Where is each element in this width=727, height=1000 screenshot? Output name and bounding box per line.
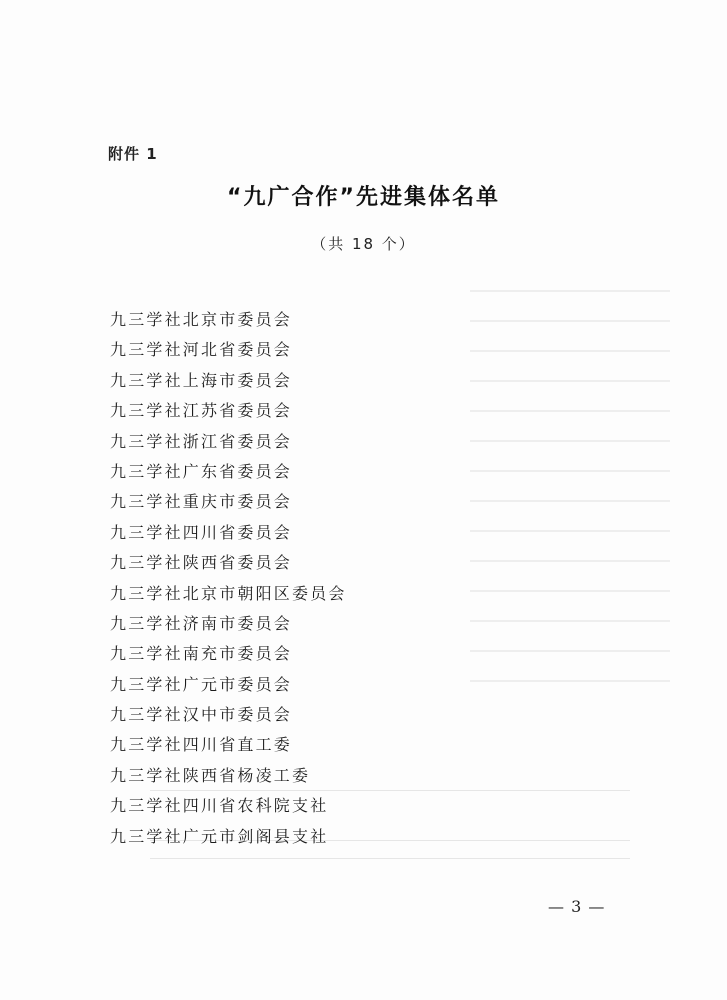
list-item: 九三学社浙江省委员会 xyxy=(110,431,293,451)
organization-list xyxy=(110,305,347,852)
list-item: 九三学社四川省直工委 xyxy=(110,735,293,755)
list-item: 九三学社江苏省委员会 xyxy=(110,401,293,421)
list-item: 九三学社河北省委员会 xyxy=(110,340,293,360)
list-item: 九三学社四川省委员会 xyxy=(110,522,293,542)
attachment-label: 附件 1 xyxy=(108,145,158,163)
list-item: 九三学社广东省委员会 xyxy=(110,461,293,481)
list-item: 九三学社陕西省委员会 xyxy=(110,553,293,573)
list-item: 九三学社济南市委员会 xyxy=(110,613,293,633)
list-item: 九三学社北京市朝阳区委员会 xyxy=(110,583,347,603)
page-number: — 3 — xyxy=(548,897,606,916)
list-item: 九三学社汉中市委员会 xyxy=(110,705,293,725)
bleed-through-lines-right xyxy=(470,290,670,710)
list-item: 九三学社陕西省杨凌工委 xyxy=(110,765,311,785)
list-item: 九三学社上海市委员会 xyxy=(110,370,293,390)
list-item: 九三学社北京市委员会 xyxy=(110,310,293,329)
page-title: “九广合作”先进集体名单 xyxy=(227,185,500,210)
list-item: 九三学社广元市委员会 xyxy=(110,674,293,694)
list-item: 九三学社南充市委员会 xyxy=(110,644,293,664)
page-subtitle: （共 18 个） xyxy=(311,235,416,253)
list-item: 九三学社广元市剑阁县支社 xyxy=(110,826,329,846)
list-item: 九三学社重庆市委员会 xyxy=(110,492,293,512)
list-item: 九三学社四川省农科院支社 xyxy=(110,796,329,816)
